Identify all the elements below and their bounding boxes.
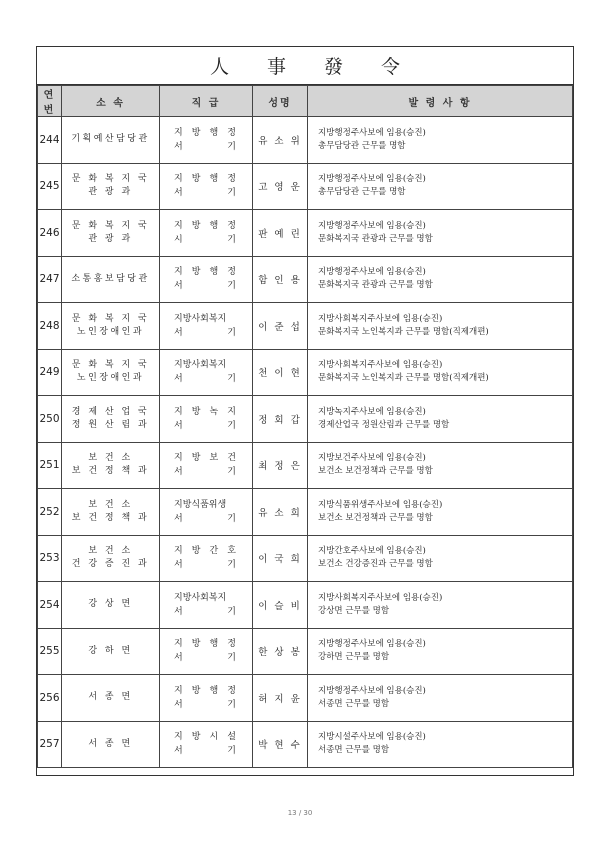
department-line: 문 화 복 지 국 (71, 220, 150, 231)
rank-char: 서 (174, 699, 183, 710)
rank-char: 방 (191, 685, 201, 696)
row-order (308, 675, 573, 722)
row-number: 252 (38, 489, 62, 536)
row-number: 250 (38, 396, 62, 443)
row-number: 249 (38, 349, 62, 396)
row-department (62, 442, 160, 489)
row-rank (160, 396, 253, 443)
row-number: 253 (38, 535, 62, 582)
rank-char: 방 (191, 732, 201, 743)
rank-char: 기 (227, 281, 236, 292)
rank-char: 보 (209, 453, 219, 464)
row-rank (160, 721, 253, 768)
rank-char: 서 (174, 141, 183, 152)
rank-char: 방 (191, 406, 201, 417)
order-line: 보건소 보건정책과 근무를 명함 (318, 466, 433, 477)
rank-char: 서 (174, 281, 183, 292)
row-order (308, 210, 573, 257)
rank-line (174, 140, 236, 154)
department-line: 서 종 면 (88, 738, 133, 749)
department-line: 관 광 과 (88, 187, 133, 198)
rank-char: 지 (174, 406, 183, 417)
rank-char: 서 (174, 560, 183, 571)
rank-char: 서 (174, 467, 183, 478)
row-rank (160, 210, 253, 257)
order-line: 지방사회복지주사보에 임용(승진) (318, 313, 443, 324)
rank-char: 지 (174, 546, 183, 557)
department-line: 보 건 소 (88, 499, 133, 510)
row-name: 최 정 은 (253, 442, 308, 489)
header-order: 발 령 사 항 (308, 86, 573, 117)
rank-char: 방 (191, 174, 201, 185)
order-line: 강상면 근무를 명함 (318, 605, 390, 616)
order-line: 지방시설주사보에 임용(승진) (318, 732, 426, 743)
row-department (62, 675, 160, 722)
rank-char: 지방사회복지 (174, 592, 227, 603)
table-row (38, 349, 573, 396)
table-row (38, 256, 573, 303)
row-department (62, 721, 160, 768)
rank-char: 기 (227, 141, 236, 152)
row-rank (160, 349, 253, 396)
rank-line (174, 637, 236, 651)
table-row (38, 442, 573, 489)
document-sheet (36, 46, 574, 776)
rank-char: 서 (174, 420, 183, 431)
rank-char: 기 (227, 746, 236, 757)
department-line: 노인장애인과 (76, 373, 145, 384)
rank-line (174, 451, 236, 465)
rank-char: 방 (191, 639, 201, 650)
rank-line (174, 358, 236, 372)
department-line: 보 건 정 책 과 (71, 512, 150, 523)
table-row (38, 582, 573, 629)
rank-line (174, 233, 236, 247)
rank-char: 기 (227, 188, 236, 199)
rank-line (174, 312, 236, 326)
table-row (38, 117, 573, 164)
personnel-table (37, 85, 573, 768)
rank-char: 기 (227, 420, 236, 431)
rank-char: 행 (209, 639, 219, 650)
row-rank (160, 628, 253, 675)
order-line: 지방식품위생주사보에 임용(승진) (318, 499, 443, 510)
order-line: 문화복지국 관광과 근무를 명함 (318, 233, 433, 244)
rank-char: 지 (174, 732, 183, 743)
row-department (62, 396, 160, 443)
row-name: 허 지 윤 (253, 675, 308, 722)
rank-char: 기 (227, 699, 236, 710)
department-line: 노인장애인과 (76, 326, 145, 337)
rank-line (174, 698, 236, 712)
order-line: 지방행정주사보에 임용(승진) (318, 685, 426, 696)
department-line: 건 강 증 진 과 (71, 559, 150, 570)
row-department (62, 489, 160, 536)
rank-char: 정 (227, 639, 236, 650)
rank-char: 지 (174, 127, 183, 138)
row-rank (160, 442, 253, 489)
table-header-row (38, 86, 573, 117)
rank-char: 지 (174, 174, 183, 185)
rank-char: 설 (227, 732, 236, 743)
rank-line (174, 591, 236, 605)
rank-char: 행 (209, 174, 219, 185)
row-rank (160, 303, 253, 350)
order-line: 지방행정주사보에 임용(승진) (318, 127, 426, 138)
rank-char: 서 (174, 327, 183, 338)
row-name: 유 소 위 (253, 117, 308, 164)
rank-line (174, 465, 236, 479)
row-number: 247 (38, 256, 62, 303)
department-line: 관 광 과 (88, 233, 133, 244)
row-rank (160, 117, 253, 164)
order-line: 보건소 건강증진과 근무를 명함 (318, 559, 433, 570)
row-order (308, 303, 573, 350)
order-line: 지방행정주사보에 임용(승진) (318, 174, 426, 185)
rank-line (174, 684, 236, 698)
rank-char: 정 (227, 174, 236, 185)
order-line: 보건소 보건정책과 근무를 명함 (318, 512, 433, 523)
row-number: 245 (38, 163, 62, 210)
rank-char: 지 (227, 406, 236, 417)
rank-char: 서 (174, 188, 183, 199)
department-line: 문 화 복 지 국 (71, 313, 150, 324)
order-line: 지방녹지주사보에 임용(승진) (318, 406, 426, 417)
table-row (38, 303, 573, 350)
row-number: 254 (38, 582, 62, 629)
rank-char: 지 (174, 639, 183, 650)
table-row (38, 628, 573, 675)
row-order (308, 721, 573, 768)
row-number: 251 (38, 442, 62, 489)
rank-char: 기 (227, 327, 236, 338)
row-number: 255 (38, 628, 62, 675)
rank-char: 행 (209, 685, 219, 696)
order-line: 지방행정주사보에 임용(승진) (318, 267, 426, 278)
order-line: 경제산업국 정원산림과 근무를 명함 (318, 419, 450, 430)
rank-line (174, 219, 236, 233)
order-line: 지방사회복지주사보에 임용(승진) (318, 592, 443, 603)
header-num: 연번 (38, 86, 62, 117)
row-name: 이 준 섭 (253, 303, 308, 350)
rank-line (174, 172, 236, 186)
rank-line (174, 558, 236, 572)
rank-char: 기 (227, 560, 236, 571)
row-name: 함 인 용 (253, 256, 308, 303)
row-name: 이 국 희 (253, 535, 308, 582)
rank-line (174, 419, 236, 433)
row-order (308, 117, 573, 164)
rank-char: 기 (227, 234, 236, 245)
rank-line (174, 326, 236, 340)
row-name: 정 회 갑 (253, 396, 308, 443)
table-row (38, 489, 573, 536)
order-line: 문화복지국 노인복지과 근무를 명함(직제개편) (318, 326, 489, 337)
table-row (38, 535, 573, 582)
rank-char: 정 (227, 685, 236, 696)
order-line: 문화복지국 노인복지과 근무를 명함(직제개편) (318, 373, 489, 384)
order-line: 총무담당관 근무를 명함 (318, 187, 406, 198)
rank-line (174, 544, 236, 558)
department-line: 보 건 정 책 과 (71, 466, 150, 477)
department-line: 강 상 면 (88, 599, 133, 610)
row-order (308, 628, 573, 675)
row-rank (160, 489, 253, 536)
rank-line (174, 372, 236, 386)
order-line: 지방보건주사보에 임용(승진) (318, 453, 426, 464)
row-department (62, 535, 160, 582)
rank-char: 건 (227, 453, 236, 464)
rank-char: 방 (191, 220, 201, 231)
rank-char: 서 (174, 513, 183, 524)
rank-char: 녹 (209, 406, 219, 417)
title-text: 人 事 發 令 (209, 56, 417, 78)
rank-char: 지방사회복지 (174, 313, 227, 324)
row-name: 판 예 린 (253, 210, 308, 257)
row-order (308, 442, 573, 489)
header-rank: 직 급 (160, 86, 253, 117)
row-department (62, 582, 160, 629)
row-rank (160, 163, 253, 210)
rank-char: 행 (209, 127, 219, 138)
department-line: 보 건 소 (88, 453, 133, 464)
order-line: 총무담당관 근무를 명함 (318, 140, 406, 151)
department-line: 강 하 면 (88, 645, 133, 656)
row-number: 257 (38, 721, 62, 768)
department-line: 경 제 산 업 국 (71, 406, 150, 417)
row-department (62, 163, 160, 210)
row-number: 248 (38, 303, 62, 350)
row-rank (160, 675, 253, 722)
rank-line (174, 744, 236, 758)
row-name: 고 영 운 (253, 163, 308, 210)
rank-line (174, 512, 236, 526)
header-dept: 소 속 (62, 86, 160, 117)
rank-char: 기 (227, 653, 236, 664)
rank-char: 서 (174, 374, 183, 385)
order-line: 강하면 근무를 명함 (318, 652, 390, 663)
row-rank (160, 535, 253, 582)
row-order (308, 256, 573, 303)
rank-line (174, 730, 236, 744)
row-order (308, 535, 573, 582)
rank-char: 서 (174, 606, 183, 617)
order-line: 지방간호주사보에 임용(승진) (318, 546, 426, 557)
order-line: 서종면 근무를 명함 (318, 698, 390, 709)
rank-char: 기 (227, 513, 236, 524)
rank-char: 시 (209, 732, 219, 743)
department-line: 소통홍보담당관 (71, 273, 150, 284)
row-name: 천 이 현 (253, 349, 308, 396)
row-department (62, 117, 160, 164)
rank-char: 서 (174, 746, 183, 757)
header-name: 성명 (253, 86, 308, 117)
order-line: 지방사회복지주사보에 임용(승진) (318, 360, 443, 371)
rank-char: 방 (191, 546, 201, 557)
rank-char: 시 (174, 234, 183, 245)
department-line: 기획예산담당관 (71, 134, 150, 145)
rank-char: 지 (174, 220, 183, 231)
row-number: 244 (38, 117, 62, 164)
row-name: 이 슬 비 (253, 582, 308, 629)
table-row (38, 210, 573, 257)
rank-char: 서 (174, 653, 183, 664)
page-number: 13 / 30 (287, 809, 313, 817)
row-order (308, 396, 573, 443)
rank-char: 기 (227, 467, 236, 478)
table-row (38, 721, 573, 768)
rank-line (174, 265, 236, 279)
order-line: 지방행정주사보에 임용(승진) (318, 639, 426, 650)
rank-char: 정 (227, 127, 236, 138)
rank-line (174, 186, 236, 200)
rank-line (174, 405, 236, 419)
row-department (62, 628, 160, 675)
row-order (308, 163, 573, 210)
rank-line (174, 498, 236, 512)
row-name: 한 상 봉 (253, 628, 308, 675)
rank-char: 정 (227, 267, 236, 278)
rank-char: 지 (174, 685, 183, 696)
rank-line (174, 651, 236, 665)
document-title (37, 47, 573, 85)
row-order (308, 582, 573, 629)
row-rank (160, 256, 253, 303)
rank-char: 방 (191, 267, 201, 278)
row-department (62, 303, 160, 350)
row-order (308, 489, 573, 536)
rank-char: 정 (227, 220, 236, 231)
rank-char: 호 (227, 546, 236, 557)
table-row (38, 675, 573, 722)
order-line: 지방행정주사보에 임용(승진) (318, 220, 426, 231)
rank-char: 방 (191, 127, 201, 138)
row-name: 유 소 희 (253, 489, 308, 536)
table-row (38, 163, 573, 210)
row-rank (160, 582, 253, 629)
row-number: 256 (38, 675, 62, 722)
rank-char: 행 (209, 220, 219, 231)
rank-char: 기 (227, 374, 236, 385)
department-line: 정 원 산 림 과 (71, 419, 150, 430)
rank-char: 방 (191, 453, 201, 464)
rank-char: 지 (174, 267, 183, 278)
rank-line (174, 279, 236, 293)
row-department (62, 256, 160, 303)
order-line: 문화복지국 관광과 근무를 명함 (318, 280, 433, 291)
department-line: 서 종 면 (88, 692, 133, 703)
rank-char: 지 (174, 453, 183, 464)
rank-char: 행 (209, 267, 219, 278)
row-order (308, 349, 573, 396)
rank-char: 기 (227, 606, 236, 617)
rank-char: 지방식품위생 (174, 499, 227, 510)
table-body (38, 117, 573, 768)
rank-char: 간 (209, 546, 219, 557)
rank-char: 지방사회복지 (174, 360, 227, 371)
department-line: 문 화 복 지 국 (71, 174, 150, 185)
row-department (62, 349, 160, 396)
row-department (62, 210, 160, 257)
rank-line (174, 126, 236, 140)
row-number: 246 (38, 210, 62, 257)
order-line: 서종면 근무를 명함 (318, 745, 390, 756)
row-name: 박 현 수 (253, 721, 308, 768)
rank-line (174, 605, 236, 619)
department-line: 보 건 소 (88, 546, 133, 557)
department-line: 문 화 복 지 국 (71, 360, 150, 371)
table-row (38, 396, 573, 443)
